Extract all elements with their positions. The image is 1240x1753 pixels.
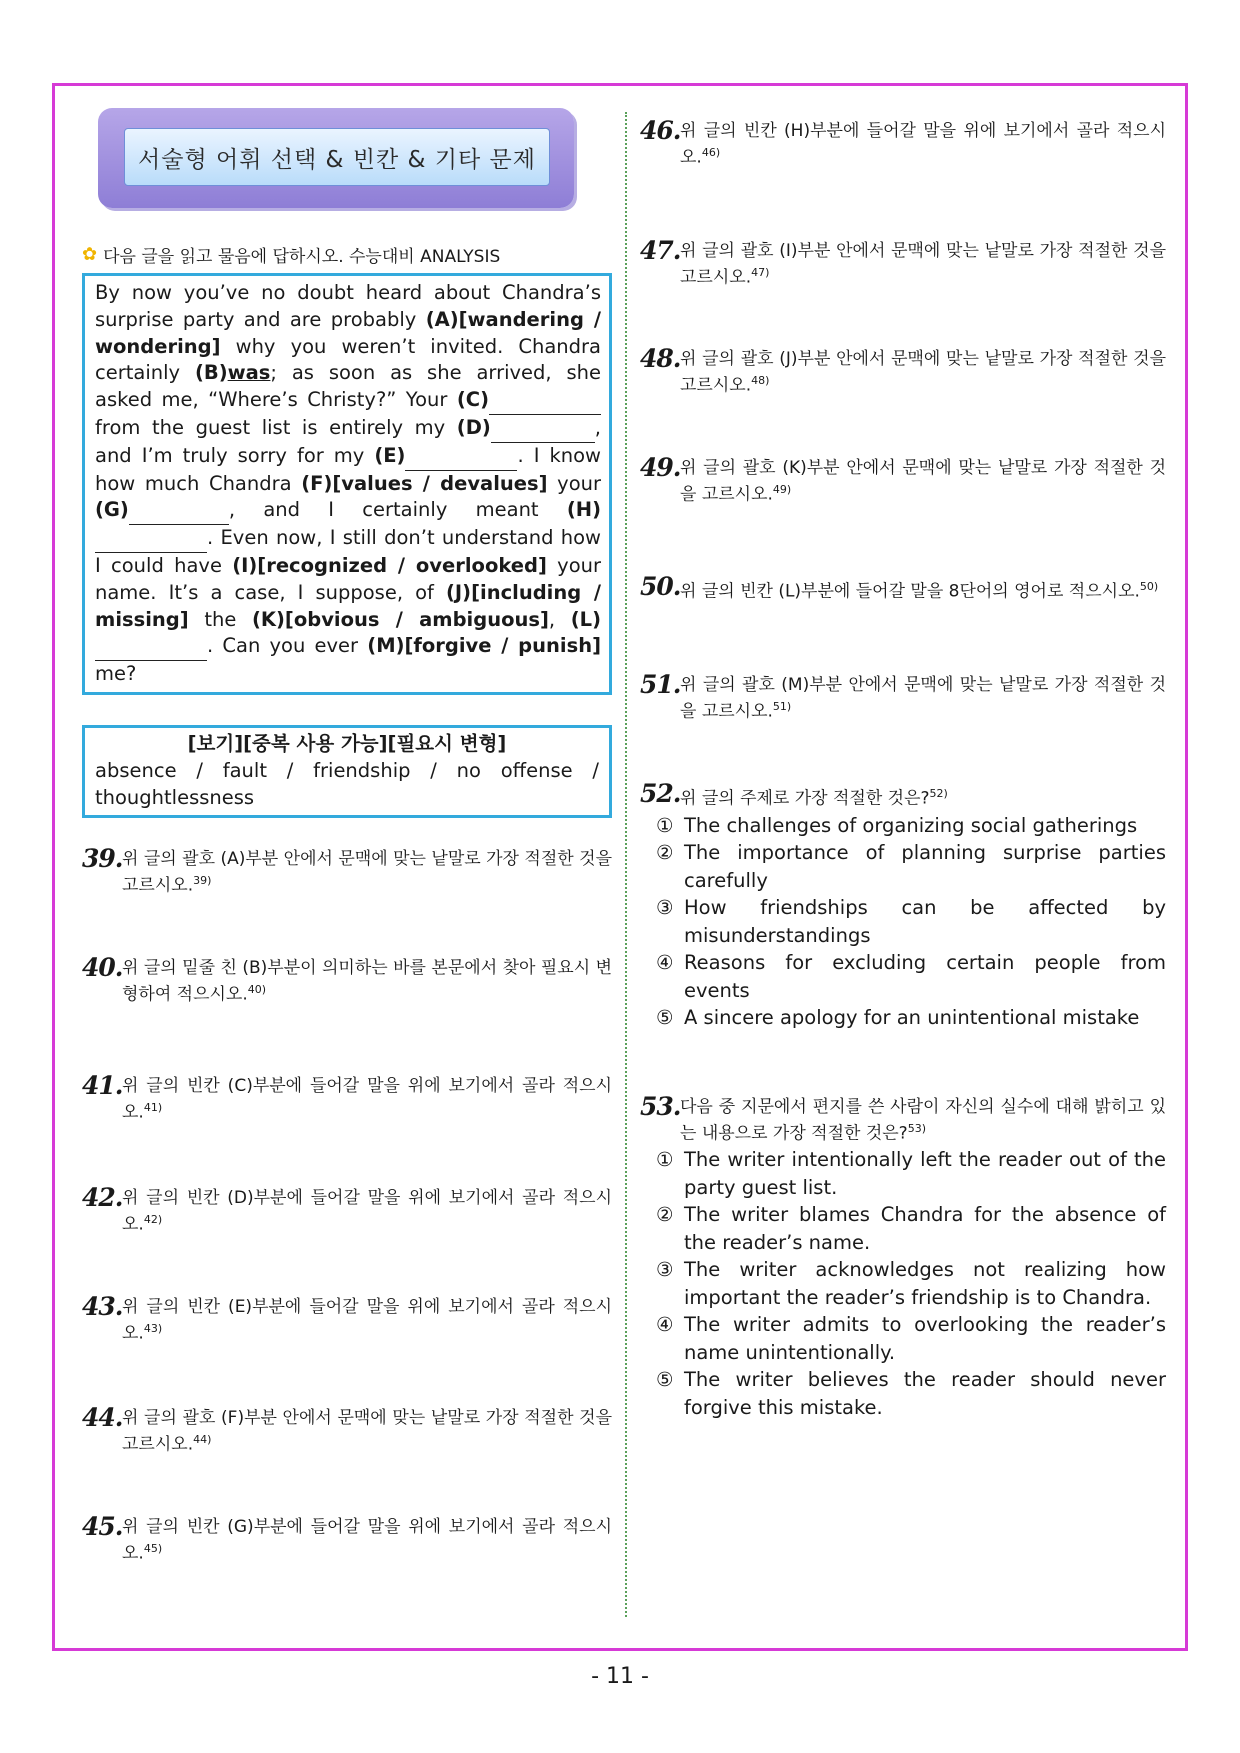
question-text: 위 글의 괄호 (J)부분 안에서 문맥에 맞는 낱말로 가장 적절한 것을 고르시오. <box>680 349 1166 396</box>
option-mark: ③ <box>656 1258 674 1282</box>
question-number: 40. <box>82 952 123 982</box>
word-bank-title: [보기][중복 사용 가능][필요시 변형] <box>187 731 507 755</box>
right-column <box>640 108 1166 1421</box>
question-number: 51. <box>640 670 681 700</box>
passage-text: , <box>548 607 571 631</box>
question-40 <box>82 952 612 1006</box>
footnote-ref: 45) <box>143 1541 163 1555</box>
q53-options <box>656 1146 1166 1421</box>
answer-option[interactable] <box>656 1146 1166 1201</box>
option-mark: ⑤ <box>656 1368 674 1392</box>
passage-text: ; as soon as she arrived, she asked me, “Where’s Christy?” Your <box>95 361 601 412</box>
option-text: The writer believes the reader should never forgive this mistake. <box>684 1368 1166 1419</box>
passage-text: . I know how much Chandra <box>95 443 601 495</box>
underlined-b: was <box>227 361 271 385</box>
blank-e <box>405 443 517 471</box>
footnote-ref: 49) <box>772 482 792 496</box>
footnote-ref: 51) <box>772 700 792 714</box>
question-number: 46. <box>640 116 681 145</box>
column-divider <box>625 112 627 1617</box>
blank-label-e: (E) <box>374 443 406 467</box>
blank-label-h: (H) <box>566 498 601 522</box>
question-text: 위 글의 밑줄 친 (B)부분이 의미하는 바를 본문에서 찾아 필요시 변형하여 적으시오. <box>122 957 612 1005</box>
option-mark: ① <box>656 813 674 837</box>
question-text: 다음 중 지문에서 편지를 쓴 사람이 자신의 실수에 대해 밝히고 있는 내용으로 가장 적절한 것은? <box>680 1096 1166 1144</box>
label-b: (B) <box>194 361 228 385</box>
question-text: 위 글의 괄호 (A)부분 안에서 문맥에 맞는 낱말로 가장 적절한 것을 고르시오. <box>122 848 612 896</box>
blank-label-g: (G) <box>95 498 129 522</box>
footnote-ref: 41) <box>143 1101 163 1115</box>
question-text: 위 글의 괄호 (F)부분 안에서 문맥에 맞는 낱말로 가장 적절한 것을 고르시오. <box>122 1408 612 1455</box>
question-number: 49. <box>640 452 681 482</box>
footnote-ref: 52) <box>929 786 948 800</box>
instruction-text: 다음 글을 읽고 물음에 답하시오. 수능대비 ANALYSIS <box>103 247 501 267</box>
question-text: 위 글의 괄호 (I)부분 안에서 문맥에 맞는 낱말로 가장 적절한 것을 고르시오. <box>680 240 1166 288</box>
question-number: 39. <box>82 843 123 873</box>
question-39 <box>82 843 612 897</box>
answer-option[interactable] <box>656 1201 1166 1256</box>
footnote-ref: 46) <box>701 146 721 159</box>
option-mark: ② <box>656 841 674 865</box>
footnote-ref: 48) <box>751 374 770 388</box>
option-text: The writer intentionally left the reader out of the party guest list. <box>684 1148 1166 1199</box>
question-text: 위 글의 괄호 (M)부분 안에서 문맥에 맞는 낱말로 가장 적절한 것을 고르시오. <box>680 675 1166 722</box>
option-text: How friendships can be affected by misunderstandings <box>684 896 1166 947</box>
answer-option[interactable] <box>656 1256 1166 1311</box>
blank-c <box>489 387 601 415</box>
answer-option[interactable] <box>656 894 1166 949</box>
footnote-ref: 43) <box>143 1321 163 1335</box>
question-number: 53. <box>640 1091 681 1121</box>
question-44 <box>82 1403 612 1456</box>
question-text: 위 글의 빈칸 (H)부분에 들어갈 말을 위에 보기에서 골라 적으시오. <box>680 121 1166 168</box>
passage-text: . Can you ever <box>207 634 368 658</box>
blank-label-d: (D) <box>456 415 491 439</box>
blank-l <box>95 633 207 661</box>
option-mark: ⑤ <box>656 1006 674 1030</box>
answer-option[interactable] <box>656 812 1166 840</box>
bracket-a: (A)[wandering / wondering] <box>95 307 602 358</box>
question-text: 위 글의 빈칸 (C)부분에 들어갈 말을 위에 보기에서 골라 적으시오. <box>122 1076 612 1123</box>
question-text: 위 글의 빈칸 (D)부분에 들어갈 말을 위에 보기에서 골라 적으시오. <box>122 1187 612 1235</box>
option-text: The writer blames Chandra for the absence of the reader’s name. <box>684 1203 1166 1254</box>
blank-h <box>95 525 207 553</box>
option-mark: ① <box>656 1148 674 1172</box>
option-text: Reasons for excluding certain people from events <box>684 951 1166 1002</box>
flower-icon: ✿ <box>82 244 98 265</box>
page-number: - 11 - <box>591 1664 649 1689</box>
question-53 <box>640 1091 1166 1145</box>
question-number: 41. <box>82 1071 123 1101</box>
blank-label-c: (C) <box>456 388 489 412</box>
passage-text: . Even now, I still don’t understand how I could have <box>95 526 601 577</box>
left-column <box>82 108 612 1565</box>
instruction-line <box>82 242 612 267</box>
passage-text: , and I’m truly sorry for my <box>95 415 601 467</box>
answer-option[interactable] <box>656 1311 1166 1366</box>
question-text: 위 글의 괄호 (K)부분 안에서 문맥에 맞는 낱말로 가장 적절한 것을 고르시오. <box>680 457 1166 505</box>
question-number: 50. <box>640 571 681 601</box>
question-46 <box>640 116 1166 169</box>
question-number: 44. <box>82 1403 123 1433</box>
question-51 <box>640 670 1166 723</box>
passage-text: By now you’ve no doubt heard about Chandra’s surprise party and are probably <box>95 281 601 331</box>
blank-g <box>129 497 229 525</box>
footnote-ref: 42) <box>143 1212 163 1226</box>
question-52 <box>640 778 1166 810</box>
option-mark: ③ <box>656 896 674 920</box>
question-number: 45. <box>82 1511 123 1541</box>
question-number: 43. <box>82 1291 123 1321</box>
question-42 <box>82 1182 612 1236</box>
footnote-ref: 50) <box>1139 579 1159 593</box>
question-41 <box>82 1071 612 1124</box>
bracket-k: (K)[obvious / ambiguous] <box>252 607 549 631</box>
option-text: The writer admits to overlooking the reader’s name unintentionally. <box>684 1313 1166 1364</box>
question-43 <box>82 1291 612 1345</box>
answer-option[interactable] <box>656 1366 1166 1421</box>
page-title: 서술형 어휘 선택 & 빈칸 & 기타 문제 <box>124 128 550 186</box>
answer-option[interactable] <box>656 839 1166 894</box>
passage-text: why you weren’t invited. Chandra certainly <box>95 334 601 385</box>
bracket-f: (F)[values / devalues] <box>301 471 548 495</box>
passage-text: your name. It’s a case, I suppose, of <box>95 553 602 604</box>
option-mark: ② <box>656 1203 674 1227</box>
footnote-ref: 47) <box>751 265 770 279</box>
passage-text: , and I certainly meant <box>228 498 567 522</box>
question-50 <box>640 571 1166 603</box>
option-mark: ④ <box>656 1313 674 1337</box>
bracket-j: (J)[including / missing] <box>95 580 601 631</box>
footnote-ref: 44) <box>193 1433 212 1447</box>
question-number: 52. <box>640 778 681 808</box>
footnote-ref: 40) <box>247 982 267 996</box>
question-49 <box>640 452 1166 506</box>
word-bank <box>82 725 612 818</box>
question-text: 위 글의 빈칸 (G)부분에 들어갈 말을 위에 보기에서 골라 적으시오. <box>122 1516 612 1564</box>
passage-text: the <box>188 607 252 631</box>
blank-d <box>491 415 595 443</box>
blank-label-l: (L) <box>570 607 601 631</box>
question-number: 42. <box>82 1182 123 1212</box>
option-text: The writer acknowledges not realizing how important the reader’s friendship is to Chandra. <box>684 1258 1166 1309</box>
answer-option[interactable] <box>656 1004 1166 1032</box>
reading-passage <box>82 273 612 695</box>
option-mark: ④ <box>656 951 674 975</box>
option-text: The challenges of organizing social gatherings <box>684 813 1138 837</box>
option-text: A sincere apology for an unintentional mistake <box>684 1006 1140 1030</box>
passage-text: me? <box>95 662 137 686</box>
footnote-ref: 53) <box>907 1121 926 1135</box>
option-text: The importance of planning surprise parties carefully <box>684 841 1166 892</box>
question-number: 47. <box>640 235 681 265</box>
question-text: 위 글의 주제로 가장 적절한 것은? <box>680 788 930 809</box>
question-45 <box>82 1511 612 1565</box>
question-number: 48. <box>640 344 681 374</box>
answer-option[interactable] <box>656 949 1166 1004</box>
question-text: 위 글의 빈칸 (L)부분에 들어갈 말을 8단어의 영어로 적으시오. <box>680 581 1140 602</box>
footnote-ref: 39) <box>193 873 212 887</box>
bracket-m: (M)[forgive / punish] <box>367 634 601 658</box>
word-bank-words: absence / fault / friendship / no offense / thoughtlessness <box>95 758 599 809</box>
question-48 <box>640 344 1166 397</box>
q52-options <box>656 812 1166 1032</box>
passage-text: your <box>547 471 602 495</box>
title-banner <box>98 108 574 208</box>
bracket-i: (I)[recognized / overlooked] <box>232 553 547 577</box>
passage-text: from the guest list is entirely my <box>95 415 457 439</box>
question-47 <box>640 235 1166 289</box>
question-text: 위 글의 빈칸 (E)부분에 들어갈 말을 위에 보기에서 골라 적으시오. <box>122 1296 612 1344</box>
